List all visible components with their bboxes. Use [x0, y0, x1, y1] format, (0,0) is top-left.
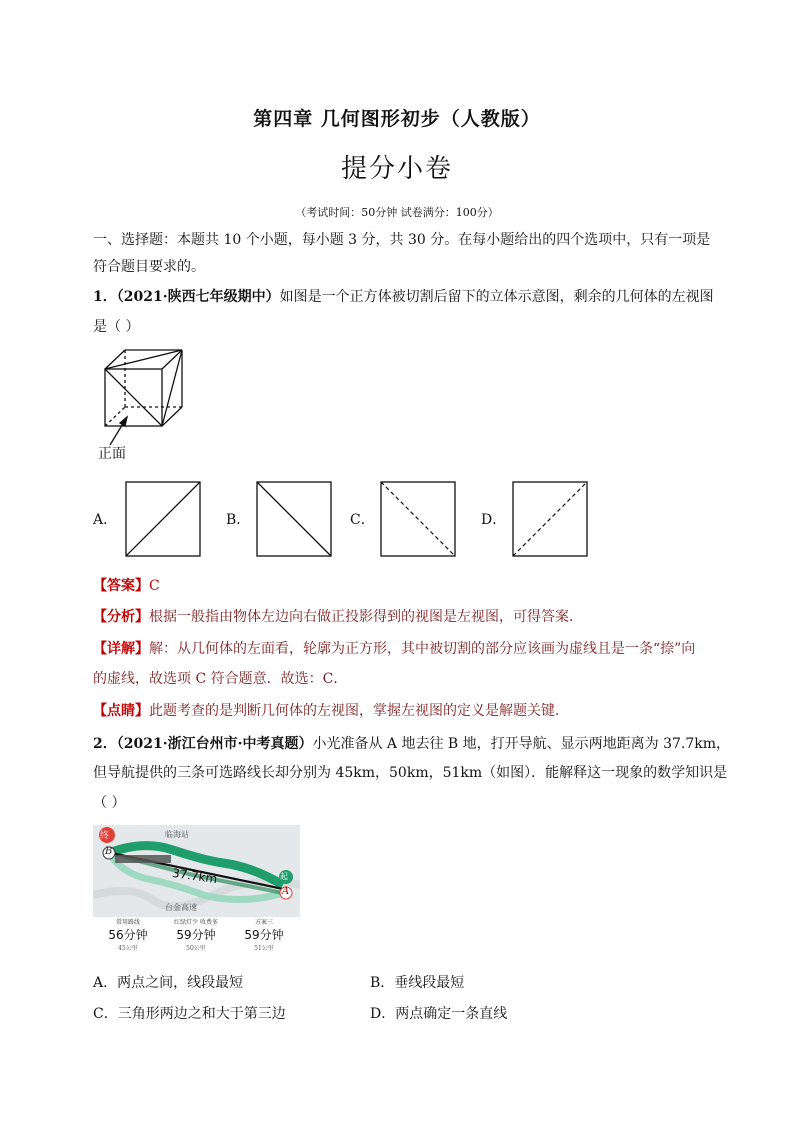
exam-info: （考试时间：50分钟 试卷满分：100分）	[295, 206, 499, 219]
route-1-distance: 45公里	[118, 945, 138, 952]
q2-option-c[interactable]	[93, 1003, 286, 1025]
q2-option-c-letter: C．	[93, 1006, 118, 1022]
end-badge: 终	[100, 831, 110, 841]
route-3-time: 59分钟	[244, 928, 284, 942]
distance-label: 37.7km	[171, 865, 219, 887]
route-2-time: 59分钟	[176, 928, 216, 942]
route-3-name: 方案三	[254, 919, 273, 926]
q2-text: 小光准备从 A 地去往 B 地，打开导航、显示两地距离为 37.7km，	[312, 736, 731, 752]
route-card-1[interactable]	[96, 917, 160, 952]
route-2-name: 红绿灯少 收费多	[174, 919, 218, 926]
paper-subtitle: 提分小卷	[340, 154, 453, 184]
q2-stem-line3: （ ）	[93, 795, 126, 811]
q1-option-b-square[interactable]	[256, 481, 332, 557]
q1-stem-line2: 是（ ）	[93, 319, 140, 335]
detail-tag: 【详解】	[93, 641, 149, 657]
q1-stem	[93, 286, 714, 308]
analysis-text: 根据一般指由物体左边向右做正投影得到的视图是左视图，可得答案．	[149, 609, 583, 625]
route-1-time: 56分钟	[108, 928, 148, 942]
start-badge: 起	[280, 872, 288, 881]
q1-detail-line2: 的虚线，故选项 C 符合题意．故选：C．	[93, 671, 348, 687]
q2-option-a-letter: A．	[93, 975, 118, 991]
comment-tag: 【点睛】	[93, 703, 149, 719]
q2-option-a-text: 两点之间，线段最短	[117, 975, 244, 991]
route-2-distance: 50公里	[186, 945, 206, 952]
q1-option-c-square[interactable]	[380, 481, 456, 557]
q2-option-d-letter: D．	[370, 1006, 396, 1022]
q1-option-d-square[interactable]	[512, 481, 588, 557]
q2-option-b[interactable]	[370, 972, 464, 994]
q1-comment-row	[93, 700, 569, 722]
q1-analysis-row	[93, 606, 583, 628]
q1-option-a-letter: A．	[93, 512, 118, 528]
q1-source: （2021·陕西七年级期中）	[116, 289, 280, 305]
q1-detail-row	[93, 638, 695, 660]
q2-number: 2．	[93, 736, 117, 752]
q2-option-c-text: 三角形两边之和大于第三边	[117, 1006, 286, 1022]
route-card-2[interactable]	[164, 917, 228, 952]
q2-option-b-text: 垂线段最短	[394, 975, 465, 991]
q1-option-d-letter: D．	[481, 512, 507, 528]
q2-option-b-letter: B．	[370, 975, 395, 991]
q1-option-a-square[interactable]	[125, 481, 201, 557]
chapter-title: 第四章 几何图形初步（人教版）	[253, 108, 541, 130]
analysis-tag: 【分析】	[93, 609, 149, 625]
q2-option-a[interactable]	[93, 972, 243, 994]
route-card-3[interactable]	[232, 917, 296, 952]
q2-stem	[93, 733, 730, 755]
section-intro-line1: 一、选择题：本题共 10 个小题，每小题 3 分，共 30 分。在每小题给出的四个选项中，只有一项是	[93, 232, 711, 248]
front-view-label: 正面	[98, 446, 126, 462]
comment-text: 此题考查的是判断几何体的左视图，掌握左视图的定义是解题关键．	[149, 703, 569, 719]
place-label-top: 临海站	[165, 830, 189, 839]
q1-option-b-letter: B．	[226, 512, 251, 528]
section-intro-line2: 符合题目要求的。	[93, 259, 205, 275]
q2-option-d-text: 两点确定一条直线	[395, 1006, 508, 1022]
point-b-label: B	[105, 846, 113, 857]
answer-value: C	[149, 578, 160, 594]
q1-number: 1．	[93, 289, 117, 305]
point-a-label: A	[282, 886, 290, 897]
route-3-distance: 51公里	[254, 945, 274, 952]
q2-option-d[interactable]	[370, 1003, 507, 1025]
q1-option-c-letter: C．	[350, 512, 375, 528]
road-label: 台金高速	[165, 903, 197, 912]
q1-answer-row	[93, 575, 160, 597]
navigation-map	[93, 825, 300, 957]
detail-text-line1: 解：从几何体的左面看，轮廓为正方形，其中被切割的部分应该画为虚线且是一条“捺”向	[149, 641, 696, 657]
q1-text: 如图是一个正方体被切割后留下的立体示意图，剩余的几何体的左视图	[279, 289, 714, 305]
answer-tag: 【答案】	[93, 578, 149, 594]
route-1-name: 常用路线	[115, 919, 140, 926]
q2-source: （2021·浙江台州市·中考真题）	[116, 736, 313, 752]
q2-stem-line2: 但导航提供的三条可选路线长却分别为 45km，50km，51km（如图）．能解释这一现象的数学知识是	[93, 765, 728, 781]
